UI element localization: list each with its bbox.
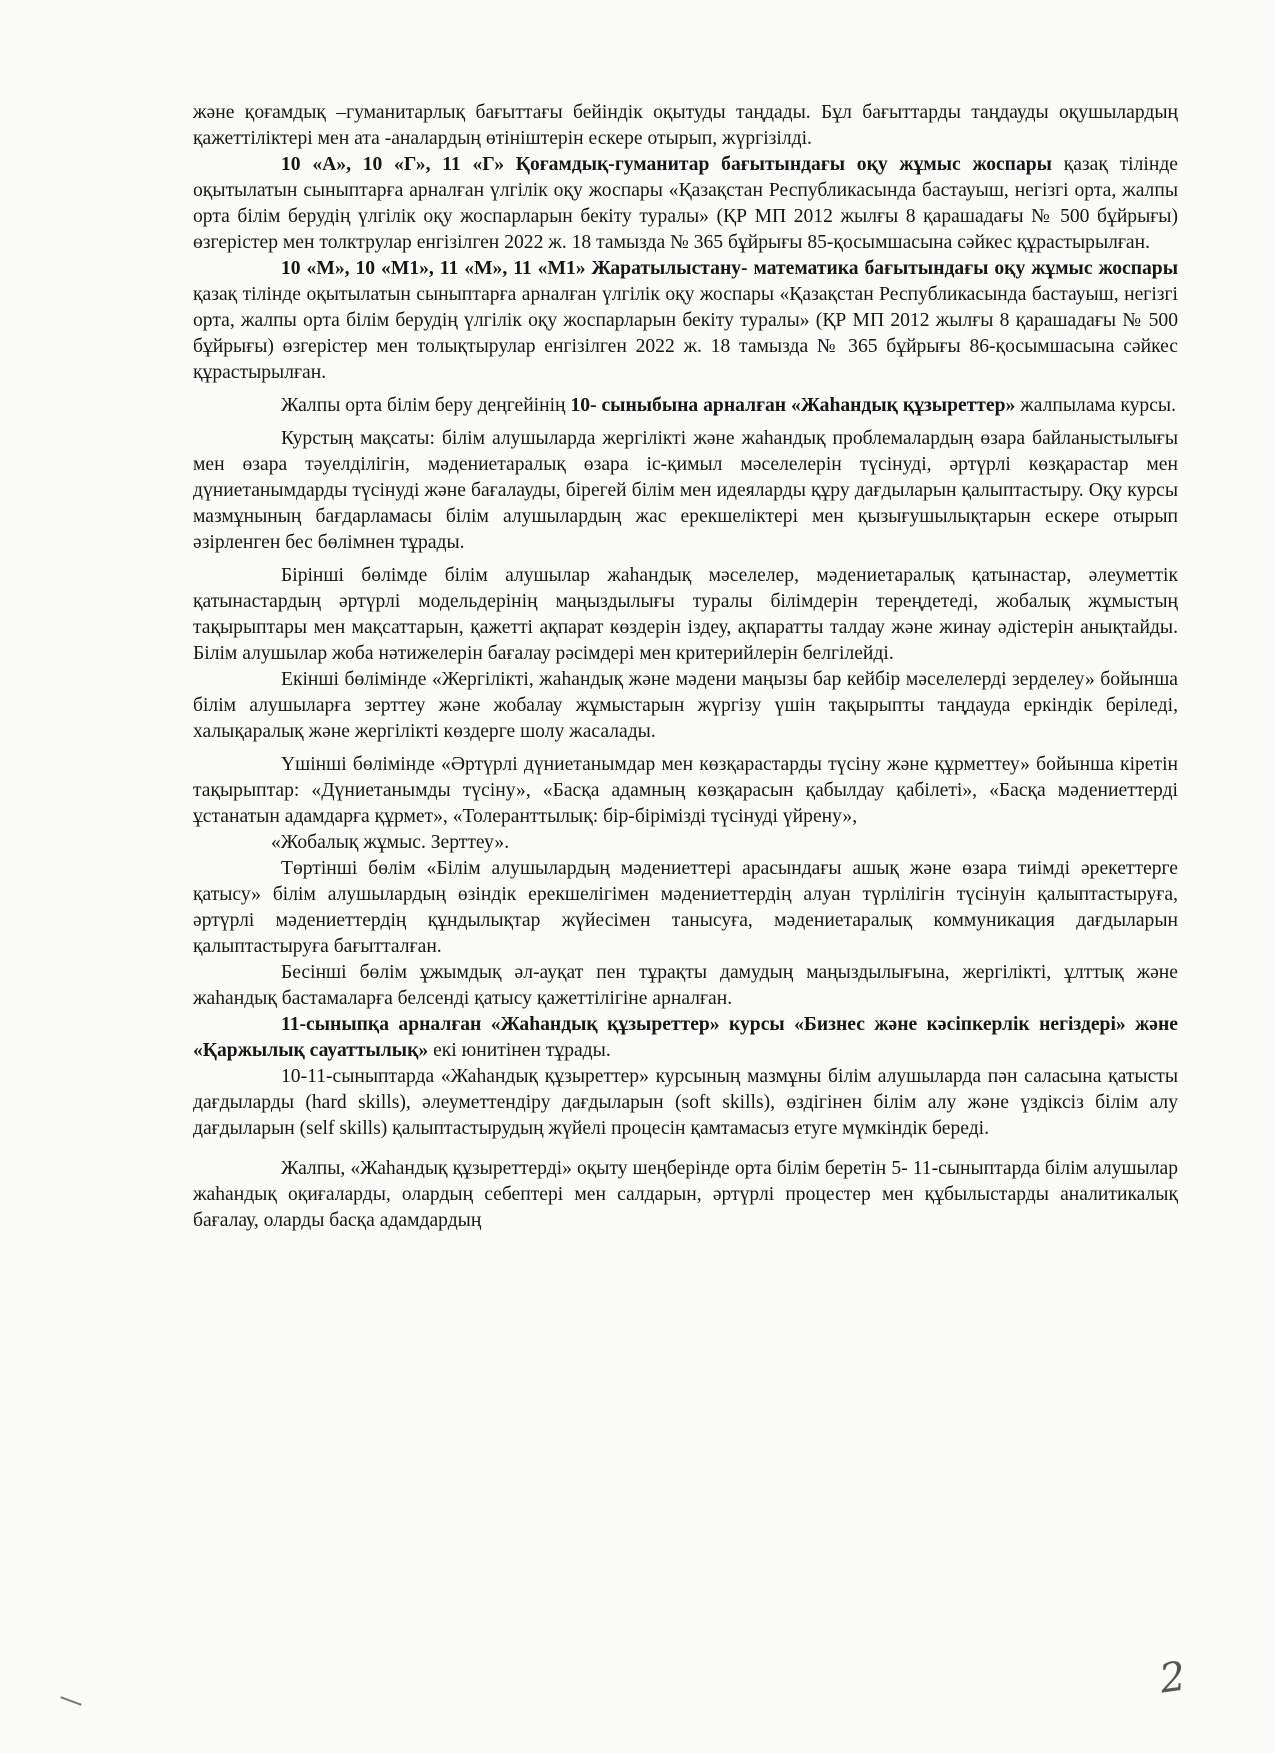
paragraph-section-two: Екінші бөлімінде «Жергілікті, жаһандық және мәдени маңызы бар кейбір мәселелерді зерделеу» бойынша білім алушыларға зерттеу және жобалау жұмыстарын жүргізу үшін тақырыпты таңдауда еркіндік беріледі, халықаралық және жергілікті көздерге шолу жасалады. [193, 669, 1178, 742]
text-global-course-a: Жалпы орта білім беру деңгейінің [281, 395, 566, 416]
paragraph-science-plan [193, 256, 1178, 386]
paragraph-global-course [193, 393, 1178, 419]
document-page [193, 100, 1178, 1234]
page-number: 2 [1156, 1653, 1189, 1703]
paragraph-section-three-end: «Жобалық жұмыс. Зерттеу». [271, 832, 510, 853]
paragraph-intro: және қоғамдық –гуманитарлық бағыттағы бейіндік оқытуды таңдады. Бұл бағыттарды таңдауды оқушылардың қажеттіліктері мен ата -аналардың өтініштерін ескере отырып, жүргізілді. [193, 102, 1178, 149]
heading-grade11-course: 11-сыныпқа арналған «Жаһандық құзыреттер» курсы «Бизнес және кәсіпкерлік негіздері» және «Қаржылық сауаттылық» [193, 1014, 1178, 1061]
paragraph-section-four: Төртінші бөлім «Білім алушылардың мәдениеттері арасындағы ашық және өзара тиімді әрекеттерге қатысу» білім алушылардың өзіндік ерекшелігімен мәдениеттердің алуан түрлілігін түсінуін қалыптастыруға, әртүрлі мәдениеттердің құндылықтар жүйесімен танысуға, мәдениетаралық коммуникация дағдыларын қалыптастыруға бағытталған. [193, 858, 1178, 957]
paragraph-summary: Жалпы, «Жаһандық құзыреттерді» оқыту шеңберінде орта білім беретін 5- 11-сыныптарда білім алушылар жаһандық оқиғаларды, олардың себептері мен салдарын, әртүрлі процестер мен құбылыстарды аналитикалық бағалау, оларды басқа адамдардың [193, 1158, 1178, 1231]
heading-humanitarian-plan: 10 «А», 10 «Г», 11 «Г» Қоғамдық-гуманитар бағытындағы оқу жұмыс жоспары [281, 154, 1052, 175]
text-grade11-course: екі юнитінен тұрады. [433, 1040, 611, 1061]
paragraph-section-five: Бесінші бөлім ұжымдық әл-ауқат пен тұрақты дамудың маңыздылығына, жергілікті, ұлттық және жаһандық бастамаларға белсенді қатысу қажеттілігіне арналған. [193, 962, 1178, 1009]
text-science-plan: қазақ тілінде оқытылатын сыныптарға арналған үлгілік оқу жоспары «Қазақстан Республикасында бастауыш, негізгі орта, жалпы орта білім берудің үлгілік оқу жоспарларын бекіту туралы» (ҚР МП 2012 жылғы 8 қарашадағы № 500 бұйрығы) өзгерістер мен толықтырулар енгізілген 2022 ж. 18 тамызда № 365 бұйрығы 86-қосымшасына сәйкес құрастырылған. [193, 284, 1178, 383]
paragraph-humanitarian-plan [193, 152, 1178, 256]
text-global-course-b: жалпылама курсы. [1020, 395, 1176, 416]
paragraph-section-three: Үшінші бөлімінде «Әртүрлі дүниетанымдар мен көзқарастарды түсіну және құрметтеу» бойынша кіретін тақырыптар: «Дүниетанымды түсіну», «Басқа адамның көзқарасын қабылдау қабілеті», «Басқа мәдениеттерді ұстанатын адамдарға құрмет», «Толеранттылық: бір-бірімізді түсінуді үйрену», [193, 754, 1178, 827]
heading-science-plan: 10 «М», 10 «М1», 11 «М», 11 «М1» Жаратылыстану- математика бағытындағы оқу жұмыс жоспары [281, 258, 1178, 279]
paragraph-grade11-course [193, 1012, 1178, 1064]
scan-artifact [60, 1696, 81, 1705]
paragraph-section-one: Бірінші бөлімде білім алушылар жаһандық мәселелер, мәдениетаралық қатынастар, әлеуметтік қатынастардың әртүрлі модельдерінің маңыздылығы туралы білімдерін тереңдетеді, жобалық жұмыстың тақырыптары мен мақсаттарын, қажетті ақпарат көздерін іздеу, ақпаратты талдау және жинау әдістерін анықтайды. Білім алушылар жоба нәтижелерін бағалау рәсімдері мен критерийлерін белгілейді. [193, 565, 1178, 664]
heading-global-course: 10- сыныбына арналған «Жаһандық құзыреттер» [570, 395, 1016, 416]
paragraph-course-goal: Курстың мақсаты: білім алушыларда жергілікті және жаһандық проблемалардың өзара байланыстылығы мен өзара тәуелділігін, мәдениетаралық өзара іс-қимыл мәселелерін түсінуді, әртүрлі көзқарастар мен дүниетанымдарды түсінуді және бағалауды, бірегей білім мен идеяларды құру дағдыларын қалыптастыру. Оқу курсы мазмұнының бағдарламасы білім алушылардың жас ерекшеліктері мен қызығушылықтарын ескере отырып әзірленген бес бөлімнен тұрады. [193, 428, 1178, 553]
paragraph-skills: 10-11-сыныптарда «Жаһандық құзыреттер» курсының мазмұны білім алушыларда пән саласына қатысты дағдыларды (hard skills), әлеуметтендіру дағдыларын (soft skills), өздігінен білім алу және үздіксіз білім алу дағдыларын (self skills) қалыптастырудың жүйелі процесін қамтамасыз етуге мүмкіндік береді. [193, 1066, 1178, 1139]
text-humanitarian-plan: қазақ тілінде оқытылатын сыныптарға арналған үлгілік оқу жоспары «Қазақстан Республикасында бастауыш, негізгі орта, жалпы орта білім берудің үлгілік оқу жоспарларын бекіту туралы» (ҚР МП 2012 жылғы 8 қарашадағы № 500 бұйрығы) өзгерістер мен толктрулар енгізілген 2022 ж. 18 тамызда № 365 бұйрығы 85-қосымшасына сәйкес құрастырылған. [193, 154, 1178, 253]
